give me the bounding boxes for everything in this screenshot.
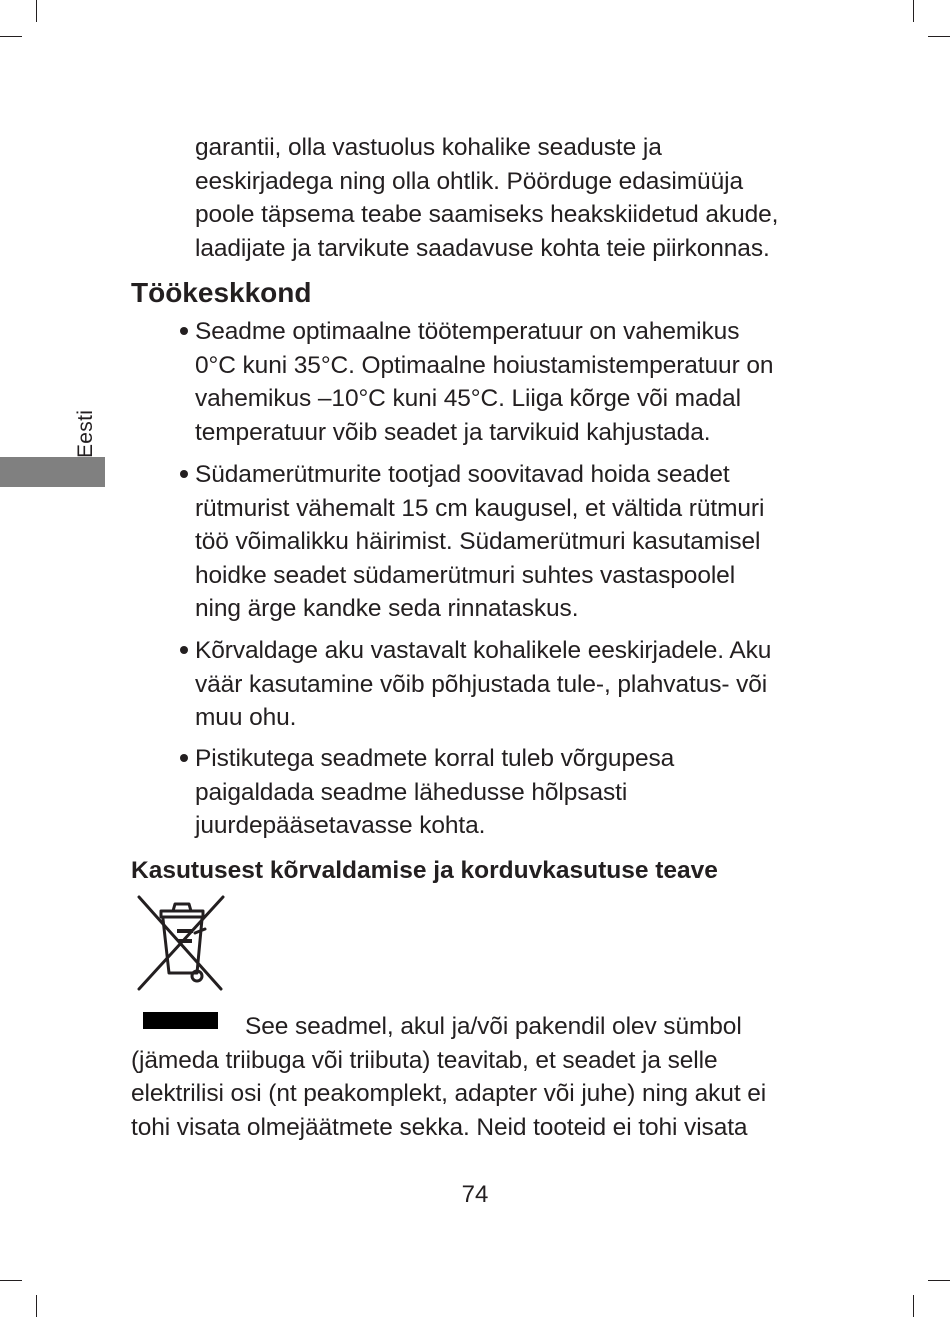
bullet-item [195, 742, 835, 843]
text-line: rütmurist vähemalt 15 cm kaugusel, et vältida rütmuri [195, 494, 765, 522]
text-line: elektrilisi osi (nt peakomplekt, adapter või juhe) ning akut ei [131, 1080, 767, 1108]
text-line: See seadmel, akul ja/või pakendil olev sümbol [245, 1013, 742, 1040]
text-line: Seadme optimaalne töötemperatuur on vahemikus [195, 318, 740, 345]
text-line: poole täpsema teabe saamiseks heakskiidetud akude, [195, 201, 779, 229]
bullet-dot-icon [180, 470, 188, 478]
crop-mark [928, 1280, 950, 1281]
crop-mark [36, 0, 37, 22]
text-line: garantii, olla vastuolus kohalike seaduste ja [195, 134, 662, 161]
bullet-item [195, 634, 835, 735]
text-line: väär kasutamine võib põhjustada tule-, plahvatus- või [195, 670, 768, 698]
crop-mark [36, 1295, 37, 1317]
text-line: muu ohu. [195, 704, 297, 732]
section-heading-disposal: Kasutusest kõrvaldamise ja korduvkasutuse teave [131, 857, 718, 884]
bullet-item [195, 315, 835, 449]
text-line: Kõrvaldage aku vastavalt kohalikele eeskirjadele. Aku [195, 637, 772, 664]
language-tab-label: Eesti [74, 409, 97, 458]
text-line: paigaldada seadme lähedusse hõlpsasti [195, 778, 628, 806]
text-line: hoidke seadet südamerütmuri suhtes vastaspoolel [195, 561, 736, 589]
crop-mark [913, 0, 914, 22]
text-line: ning ärge kandke seda rinnataskus. [195, 595, 579, 623]
text-line: töö võimalikku häirimist. Südamerütmuri kasutamisel [195, 528, 761, 556]
text-line: 0°C kuni 35°C. Optimaalne hoiustamistemperatuur on [195, 351, 774, 379]
section-heading-tookeskkond: Töökeskkond [131, 277, 312, 308]
text-line: tohi visata olmejäätmete sekka. Neid tooteid ei tohi visata [131, 1113, 748, 1141]
crossed-out-wheelie-bin-icon [133, 893, 228, 993]
crop-mark [913, 1295, 914, 1317]
crop-mark [0, 36, 22, 37]
crop-mark [0, 1280, 22, 1281]
bullet-dot-icon [180, 754, 188, 762]
bullet-dot-icon [180, 327, 188, 335]
disposal-paragraph [131, 1010, 831, 1144]
language-tab-bar [0, 457, 105, 487]
bullet-item [195, 458, 835, 626]
intro-paragraph [195, 131, 835, 265]
text-line: Südamerütmurite tootjad soovitavad hoida seadet [195, 461, 730, 488]
text-line: temperatuur võib seadet ja tarvikuid kahjustada. [195, 418, 711, 446]
text-line: eeskirjadega ning olla ohtlik. Pöörduge edasimüüja [195, 167, 743, 195]
text-line: vahemikus –10°C kuni 45°C. Liiga kõrge või madal [195, 385, 741, 413]
text-line: Pistikutega seadmete korral tuleb võrgupesa [195, 745, 675, 772]
text-line: laadijate ja tarvikute saadavuse kohta teie piirkonnas. [195, 234, 770, 262]
crop-mark [928, 36, 950, 37]
page-number: 74 [461, 1181, 489, 1208]
bullet-dot-icon [180, 646, 188, 654]
text-line: juurdepääsetavasse kohta. [195, 812, 486, 840]
text-line: (jämeda triibuga või triibuta) teavitab, et seadet ja selle [131, 1046, 718, 1074]
